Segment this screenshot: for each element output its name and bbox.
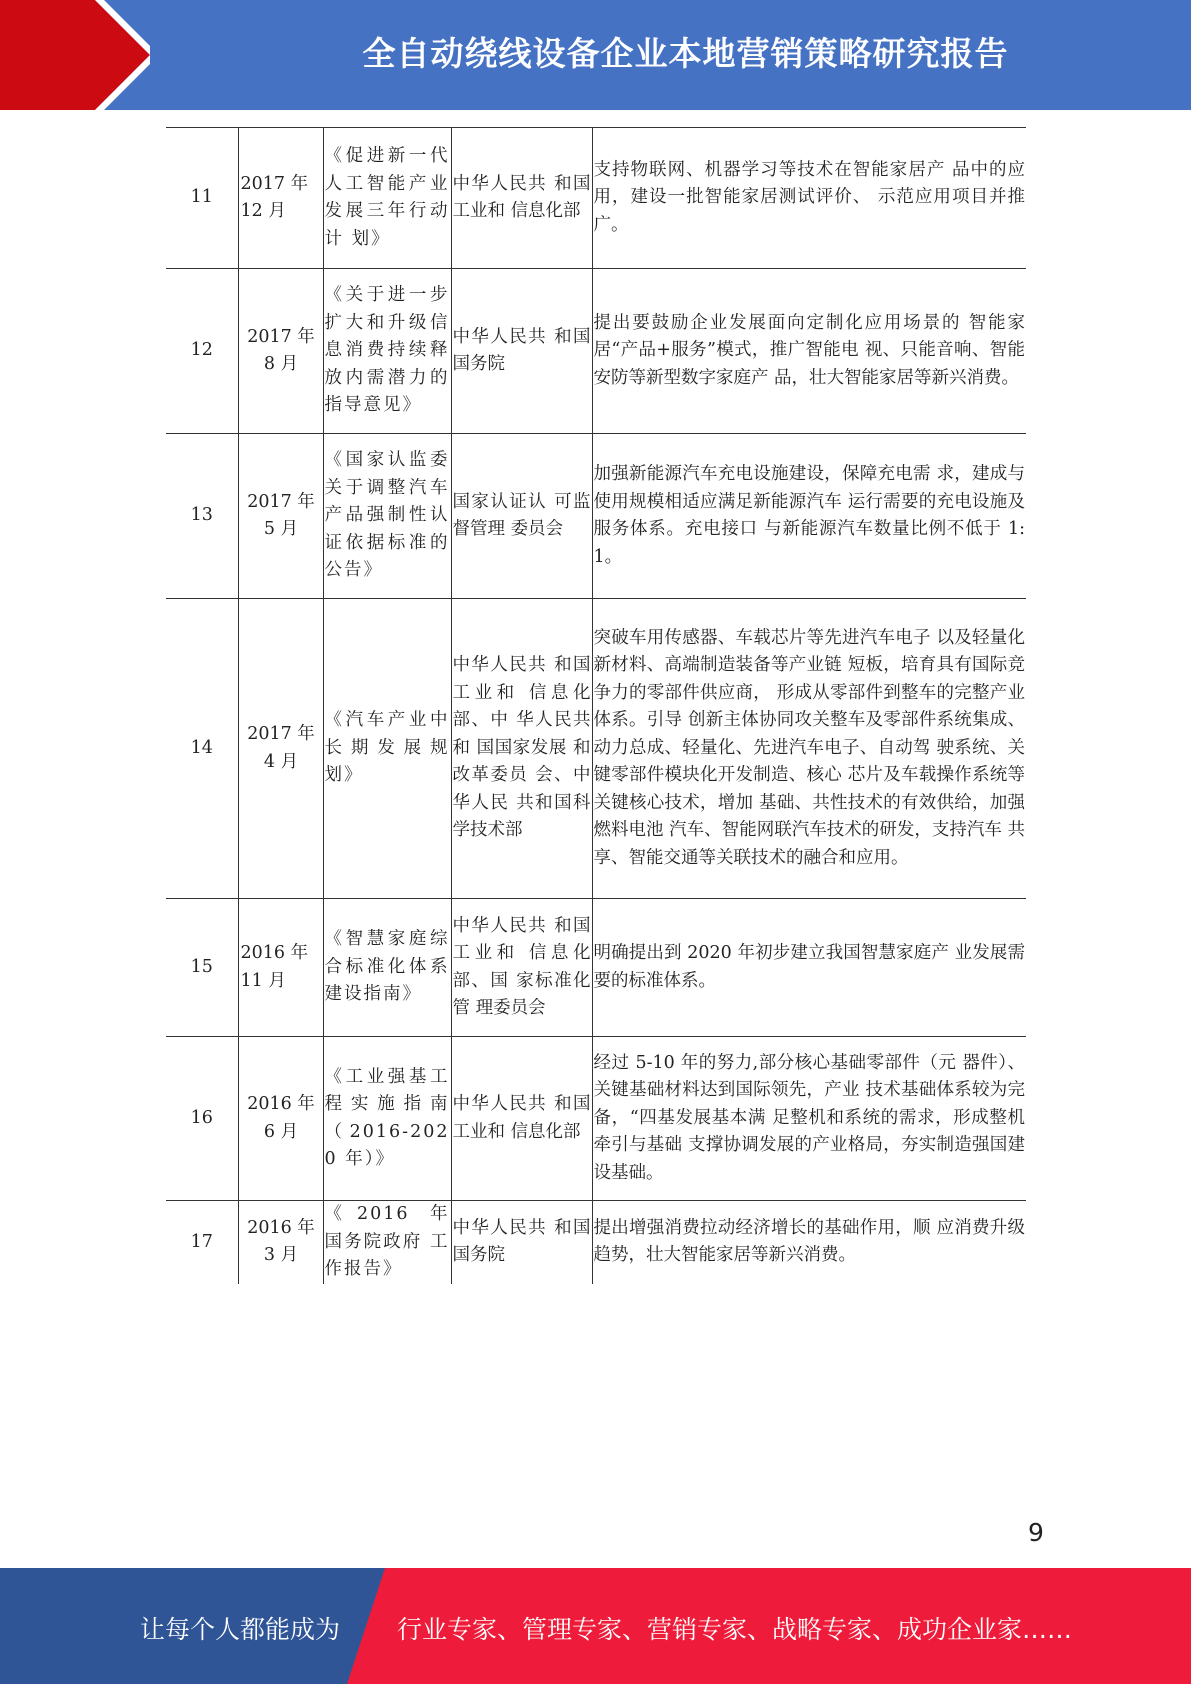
page-number: 9: [1028, 1518, 1044, 1547]
row-number: 15: [166, 899, 238, 1037]
footer-slogan-left: 让每个人都能成为: [140, 1615, 341, 1644]
row-number: 16: [166, 1037, 238, 1201]
row-policy-name: 《促进新一代人工智能产业发展三年行动计 划》: [323, 128, 451, 269]
row-description: 支持物联网、机器学习等技术在智能家居产 品中的应用，建设一批智能家居测试评价、 示范应用项目并推广。: [592, 128, 1026, 269]
row-department: 中华人民共 和国工业和 信息化部: [451, 128, 592, 269]
table-row: [166, 1201, 1026, 1284]
table-row: [166, 599, 1026, 899]
row-description: 提出增强消费拉动经济增长的基础作用，顺 应消费升级趋势，壮大智能家居等新兴消费。: [592, 1201, 1026, 1284]
row-number: 12: [166, 269, 238, 434]
policy-table: [166, 127, 1026, 1284]
row-department: 中华人民共 和国工业和 信息化部、中 华人民共和 国国家发展 和改革委员 会、中华人民 共和国科学技术部: [451, 599, 592, 899]
table-row: [166, 128, 1026, 269]
row-description: 明确提出到 2020 年初步建立我国智慧家庭产 业发展需要的标准体系。: [592, 899, 1026, 1037]
row-description: 经过 5-10 年的努力,部分核心基础零部件（元 器件）、关键基础材料达到国际领先，产业 技术基础体系较为完备，“四基发展基本满 足整机和系统的需求，形成整机牵引与基础 支撑协调发展的产业格局，夯实制造强国建 设基础。: [592, 1037, 1026, 1201]
row-department: 中华人民共 和国工业和 信息化部: [451, 1037, 592, 1201]
row-number: 13: [166, 434, 238, 599]
row-date: 2016 年 3 月: [238, 1201, 323, 1284]
header-arrow-decoration: [0, 0, 150, 110]
table-row: [166, 899, 1026, 1037]
row-description: 突破车用传感器、车载芯片等先进汽车电子 以及轻量化新材料、高端制造装备等产业链 短板，培育具有国际竞争力的零部件供应商， 形成从零部件到整车的完整产业体系。引导 创新主体协同攻关整车及零部件系统集成、 动力总成、轻量化、先进汽车电子、自动驾 驶系统、关键零部件模块化开发制造、核心 芯片及车载操作系统等关键核心技术，增加 基础、共性技术的有效供给，加强燃料电池 汽车、智能网联汽车技术的研发，支持汽车 共享、智能交通等关联技术的融合和应用。: [592, 599, 1026, 899]
row-date: 2016 年 6 月: [238, 1037, 323, 1201]
row-policy-name: 《关于进一步扩大和升级信息消费持续释放内需潜力的指导意见》: [323, 269, 451, 434]
row-number: 14: [166, 599, 238, 899]
table-row: [166, 269, 1026, 434]
row-date: 2017 年 8 月: [238, 269, 323, 434]
row-number: 17: [166, 1201, 238, 1284]
row-department: 中华人民共 和国国务院: [451, 1201, 592, 1284]
table-row: [166, 434, 1026, 599]
footer-slogan-right: 行业专家、管理专家、营销专家、战略专家、成功企业家……: [397, 1615, 1073, 1644]
row-policy-name: 《2016 年 国务院政府 工作报告》: [323, 1201, 451, 1284]
row-department: 中华人民共 和国国务院: [451, 269, 592, 434]
row-date: 2017 年 12 月: [238, 128, 323, 269]
row-date: 2016 年 11 月: [238, 899, 323, 1037]
row-department: 国家认证认 可监督管理 委员会: [451, 434, 592, 599]
row-date: 2017 年 5 月: [238, 434, 323, 599]
page-footer: [0, 1568, 1191, 1684]
row-policy-name: 《工业强基工程实施指南（2016-2020 年）》: [323, 1037, 451, 1201]
row-date: 2017 年 4 月: [238, 599, 323, 899]
row-policy-name: 《智慧家庭综合标准化体系建设指南》: [323, 899, 451, 1037]
policy-table-container: [166, 127, 1026, 1284]
row-policy-name: 《汽车产业中长期发展规划》: [323, 599, 451, 899]
page-header: [0, 0, 1191, 110]
table-row: [166, 1037, 1026, 1201]
row-number: 11: [166, 128, 238, 269]
row-description: 提出要鼓励企业发展面向定制化应用场景的 智能家居“产品+服务”模式，推广智能电 视、只能音响、智能安防等新型数字家庭产 品，壮大智能家居等新兴消费。: [592, 269, 1026, 434]
row-department: 中华人民共 和国工业和 信息化部、国 家标准化管 理委员会: [451, 899, 592, 1037]
row-description: 加强新能源汽车充电设施建设，保障充电需 求，建成与使用规模相适应满足新能源汽车 运行需要的充电设施及服务体系。充电接口 与新能源汽车数量比例不低于 1:1。: [592, 434, 1026, 599]
report-title: 全自动绕线设备企业本地营销策略研究报告: [362, 34, 1009, 73]
row-policy-name: 《国家认监委关于调整汽车产品强制性认证依据标准的公告》: [323, 434, 451, 599]
